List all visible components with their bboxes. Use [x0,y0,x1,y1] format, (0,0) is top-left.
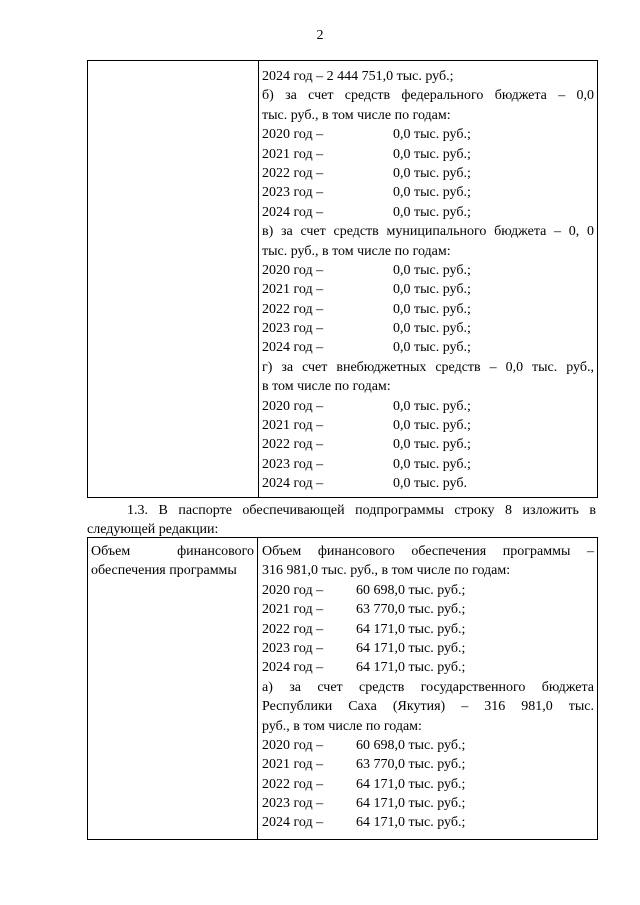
year-label: 2023 год – [262,456,324,472]
year-label: 2022 год – [262,776,324,792]
year-row [262,775,594,794]
year-label: 2024 год – [262,340,324,356]
year-value: 0,0 тыс. руб.; [393,340,471,356]
year-row [262,600,594,619]
year-row [262,416,594,435]
year-label: 2021 год – [262,602,324,618]
text-line: в том числе по годам: [262,379,391,395]
year-label: 2020 год – [262,127,324,143]
year-row [262,300,594,319]
year-label: 2024 год – [262,660,324,676]
year-label: 2023 год – [262,321,324,337]
text-line: руб., в том числе по годам: [262,718,422,734]
row-label-line [91,542,254,561]
year-value: 0,0 тыс. руб.; [393,165,471,181]
year-label: 2022 год – [262,437,324,453]
text-line: а) за счет средств государственного бюджета [262,679,594,695]
year-row [262,319,594,338]
year-label: 2021 год – [262,418,324,434]
year-label: 2022 год – [262,621,324,637]
year-row [262,755,594,774]
financing-table-continued [87,60,598,498]
year-row [262,164,594,183]
year-row [262,794,594,813]
year-value: 0,0 тыс. руб.; [393,437,471,453]
year-value: 63 770,0 тыс. руб.; [356,757,466,773]
year-row [262,183,594,202]
year-value: 0,0 тыс. руб.; [393,185,471,201]
year-row [262,736,594,755]
year-value: 60 698,0 тыс. руб.; [356,737,466,753]
page-number: 2 [316,28,324,43]
year-value: 63 770,0 тыс. руб.; [356,602,466,618]
row-label-line: обеспечения программы [91,563,237,579]
year-value: 0,0 тыс. руб.; [393,456,471,472]
row-label-word: финансового [177,544,254,559]
year-value: 0,0 тыс. руб.; [393,321,471,337]
year-value: 64 171,0 тыс. руб.; [356,640,466,656]
year-label: 2023 год – [262,185,324,201]
year-label: 2023 год – [262,796,324,812]
year-row [262,658,594,677]
text-line: г) за счет внебюджетных средств – 0,0 тыс. руб., [262,359,594,375]
year-value: 0,0 тыс. руб.; [393,418,471,434]
text-line: б) за счет средств федерального бюджета – 0,0 [262,88,594,104]
year-label: 2023 год – [262,640,324,656]
year-label: 2021 год – [262,146,324,162]
year-row [262,397,594,416]
year-row [262,813,594,832]
program-financing-table [87,537,598,840]
text-line: тыс. руб., в том числе по годам: [262,243,451,259]
year-label: 2022 год – [262,301,324,317]
year-row [262,639,594,658]
year-value: 60 698,0 тыс. руб.; [356,582,466,598]
row-label-word: Объем [91,544,131,559]
table-right-cell [262,61,594,494]
year-label: 2024 год – [262,476,324,492]
year-value: 64 171,0 тыс. руб.; [356,815,466,831]
year-value: 0,0 тыс. руб.; [393,282,471,298]
paragraph-line: 1.3. В паспорте обеспечивающей подпрограммы строку 8 изложить в [127,503,596,518]
paragraph-line: следующей редакции: [87,522,219,538]
table-left-cell [88,61,259,497]
text-line: в) за счет средств муниципального бюджета – 0, 0 [262,224,594,240]
year-value: 0,0 тыс. руб.; [393,127,471,143]
year-row [262,620,594,639]
year-value: 64 171,0 тыс. руб.; [356,660,466,676]
year-label: 2020 год – [262,398,324,414]
year-row [262,261,594,280]
year-row [262,145,594,164]
year-value: 0,0 тыс. руб.; [393,398,471,414]
year-label: 2022 год – [262,165,324,181]
text-line: Объем финансового обеспечения программы – [262,544,594,559]
year-value: 0,0 тыс. руб.; [393,204,471,220]
text-line: 2024 год – 2 444 751,0 тыс. руб.; [262,69,454,84]
year-label: 2020 год – [262,582,324,598]
text-line: тыс. руб., в том числе по годам: [262,107,451,123]
year-label: 2020 год – [262,737,324,753]
table-left-cell [88,538,258,839]
year-row [262,280,594,299]
amendment-paragraph [87,501,596,540]
year-row [262,203,594,222]
year-label: 2021 год – [262,757,324,773]
year-row [262,338,594,357]
year-value: 64 171,0 тыс. руб.; [356,776,466,792]
year-value: 64 171,0 тыс. руб.; [356,796,466,812]
year-row [262,474,594,493]
year-row [262,455,594,474]
text-line: Республики Саха (Якутия) – 316 981,0 тыс. [262,699,594,715]
year-value: 64 171,0 тыс. руб.; [356,621,466,637]
year-row [262,125,594,144]
year-row [262,435,594,454]
year-row [262,581,594,600]
year-value: 0,0 тыс. руб.; [393,262,471,278]
year-value: 0,0 тыс. руб.; [393,146,471,162]
year-label: 2021 год – [262,282,324,298]
year-label: 2020 год – [262,262,324,278]
year-value: 0,0 тыс. руб. [393,476,467,492]
year-value: 0,0 тыс. руб.; [393,301,471,317]
text-line: 316 981,0 тыс. руб., в том числе по годам: [262,563,511,579]
table-right-cell [262,538,594,833]
year-label: 2024 год – [262,815,324,831]
year-label: 2024 год – [262,204,324,220]
